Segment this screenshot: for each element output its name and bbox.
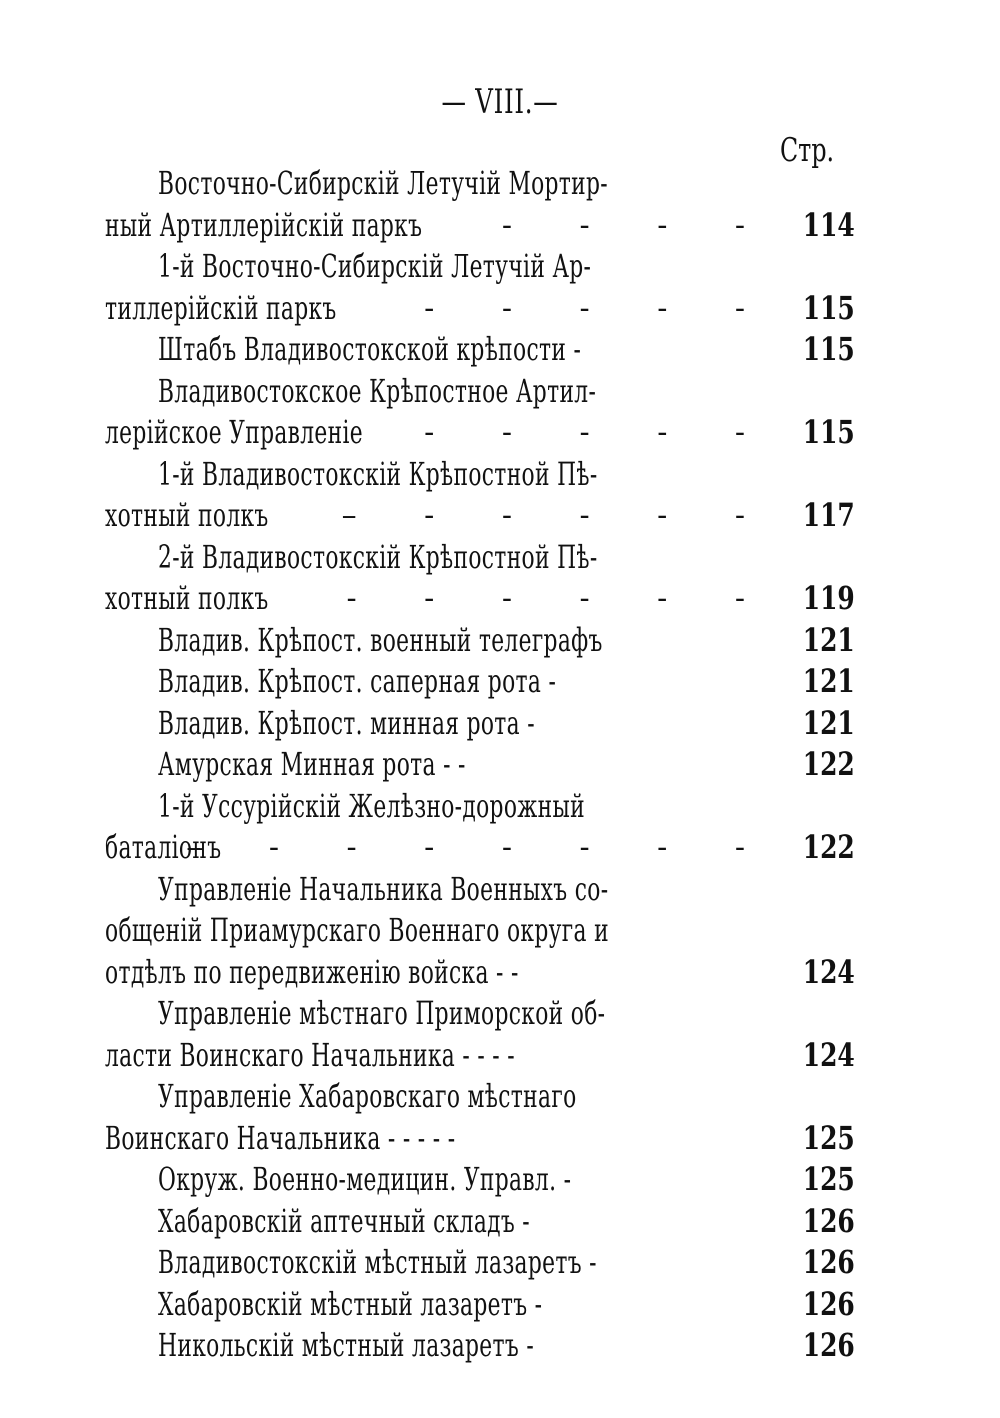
toc-entry-text: Окруж. Военно-медицин. Управл. - bbox=[158, 1160, 572, 1198]
toc-entry-line bbox=[105, 163, 865, 205]
toc-entry-text: Владивостокскій мѣстный лазаретъ - bbox=[158, 1243, 597, 1281]
toc-entry-text: 1-й Владивостокскій Крѣпостной Пѣ- bbox=[158, 454, 598, 493]
toc-entry-text: лерійское Управленіе bbox=[105, 413, 363, 451]
toc-entry-line bbox=[105, 786, 865, 828]
toc-entry-text: тиллерійскій паркъ bbox=[105, 288, 337, 327]
toc-entry-line bbox=[105, 952, 865, 994]
toc-entry-text: Восточно-Сибирскій Летучій Мортир- bbox=[158, 164, 608, 202]
toc-entry-line bbox=[105, 288, 865, 330]
toc-entry-text: Амурская Минная рота - - bbox=[158, 745, 466, 783]
toc-page-number: 126 bbox=[802, 1326, 855, 1364]
toc-page-number: 126 bbox=[802, 1201, 855, 1240]
toc-entry-text: Никольскій мѣстный лазаретъ - bbox=[158, 1326, 535, 1364]
toc-entry[interactable] bbox=[105, 537, 865, 620]
toc-entry-text: хотный полкъ bbox=[105, 496, 269, 534]
toc-entry-text: 1-й Восточно-Сибирскій Летучій Ар- bbox=[158, 247, 592, 285]
toc-entry-text: Воинскаго Начальника - - - - - bbox=[105, 1118, 456, 1157]
toc-entry-line bbox=[105, 1242, 865, 1284]
toc-entry[interactable] bbox=[105, 869, 865, 994]
toc-entry-line bbox=[105, 869, 865, 911]
toc-entry-line bbox=[105, 661, 865, 703]
toc-entry-text: Хабаровскій аптечный складъ - bbox=[158, 1201, 530, 1240]
toc-entry-line bbox=[105, 1284, 865, 1326]
toc-page-number: 124 bbox=[802, 1035, 855, 1074]
toc-entry-line bbox=[105, 1325, 865, 1367]
toc-page-number: 121 bbox=[802, 662, 855, 700]
toc-entry[interactable] bbox=[105, 1159, 865, 1201]
toc-entry-text: ный Артиллерійскій паркъ bbox=[105, 205, 423, 244]
toc-entry-line bbox=[105, 703, 865, 745]
toc-entry[interactable] bbox=[105, 1242, 865, 1284]
toc-entry-line bbox=[105, 620, 865, 662]
toc-page-number: 126 bbox=[802, 1284, 855, 1323]
toc-entry-line bbox=[105, 1159, 865, 1201]
toc-entry-text: ласти Воинскаго Начальника - - - - bbox=[105, 1035, 515, 1074]
toc-entry[interactable] bbox=[105, 703, 865, 745]
toc-leader-dashes: - - - - - bbox=[424, 415, 745, 450]
toc-entry-text: Владивостокское Крѣпостное Артил- bbox=[158, 371, 597, 410]
toc-leader-dashes: - - - - - - bbox=[346, 581, 745, 616]
toc-entry-line bbox=[105, 993, 865, 1035]
toc-entry[interactable] bbox=[105, 329, 865, 371]
toc-page-number: 115 bbox=[802, 413, 855, 451]
toc-entry-line bbox=[105, 454, 865, 496]
toc-entry-line bbox=[105, 205, 865, 247]
toc-entry-line bbox=[105, 1118, 865, 1160]
toc-entry-line bbox=[105, 537, 865, 579]
page-number-header: — VIII.— bbox=[441, 82, 559, 122]
toc-page-number: 115 bbox=[802, 330, 855, 368]
toc-entry[interactable] bbox=[105, 1201, 865, 1243]
toc-page-number: 115 bbox=[802, 288, 855, 327]
toc-entry[interactable] bbox=[105, 454, 865, 537]
toc-entry[interactable] bbox=[105, 1076, 865, 1159]
toc-entry-line bbox=[105, 827, 865, 869]
toc-page-number: 122 bbox=[802, 745, 855, 783]
toc-entry-text: Управленіе мѣстнаго Приморской об- bbox=[158, 994, 606, 1032]
toc-entry-text: 2-й Владивостокскій Крѣпостной Пѣ- bbox=[158, 537, 598, 576]
toc-entry-text: Управленіе Хабаровскаго мѣстнаго bbox=[158, 1077, 577, 1115]
toc-entry-text: общеній Приамурскаго Военнаго округа и bbox=[105, 911, 609, 949]
toc-page-number: 121 bbox=[802, 620, 855, 659]
toc-entry-line bbox=[105, 1076, 865, 1118]
toc-page-number: 125 bbox=[802, 1118, 855, 1157]
toc-entry-line bbox=[105, 1035, 865, 1077]
toc-leader-dashes: – - - - - - bbox=[341, 498, 745, 533]
toc-entry-line bbox=[105, 910, 865, 952]
toc-entry-text: 1-й Уссурійскій Желѣзно-дорожный bbox=[158, 786, 585, 825]
toc-entry-text: баталіонъ bbox=[105, 828, 222, 866]
toc-page-number: 124 bbox=[802, 952, 855, 991]
toc-entry[interactable] bbox=[105, 371, 865, 454]
toc-entry-line bbox=[105, 495, 865, 537]
toc-entry-line bbox=[105, 246, 865, 288]
toc-entry-line bbox=[105, 371, 865, 413]
toc-entry[interactable] bbox=[105, 620, 865, 662]
toc-page-number: 119 bbox=[802, 579, 855, 617]
toc-entry[interactable] bbox=[105, 246, 865, 329]
table-of-contents bbox=[105, 163, 865, 1367]
toc-page-number: 122 bbox=[802, 828, 855, 866]
toc-page-number: 114 bbox=[802, 205, 855, 244]
toc-entry[interactable] bbox=[105, 786, 865, 869]
toc-page-number: 126 bbox=[802, 1243, 855, 1281]
toc-entry-text: Управленіе Начальника Военныхъ со- bbox=[158, 869, 609, 908]
toc-entry-text: Штабъ Владивостокской крѣпости - bbox=[158, 330, 582, 368]
toc-entry[interactable] bbox=[105, 744, 865, 786]
toc-entry-line bbox=[105, 744, 865, 786]
toc-entry-text: отдѣлъ по передвиженію войска - - bbox=[105, 952, 519, 991]
toc-entry-text: Владив. Крѣпост. минная рота - bbox=[158, 703, 535, 742]
toc-entry-line bbox=[105, 578, 865, 620]
toc-entry[interactable] bbox=[105, 1325, 865, 1367]
toc-entry[interactable] bbox=[105, 661, 865, 703]
toc-entry-text: Владив. Крѣпост. военный телеграфъ bbox=[158, 620, 603, 659]
toc-entry-text: Хабаровскій мѣстный лазаретъ - bbox=[158, 1284, 543, 1323]
page-column-label: Стр. bbox=[780, 130, 835, 169]
toc-page-number: 117 bbox=[802, 496, 855, 534]
toc-entry-line bbox=[105, 1201, 865, 1243]
toc-leader-dashes: - - - - bbox=[501, 207, 745, 243]
toc-entry-text: хотный полкъ bbox=[105, 579, 269, 617]
toc-leader-dashes: - - - - - bbox=[424, 290, 745, 326]
toc-entry-text: Владив. Крѣпост. саперная рота - bbox=[158, 662, 557, 700]
toc-entry[interactable] bbox=[105, 993, 865, 1076]
toc-entry-line bbox=[105, 412, 865, 454]
toc-entry-line bbox=[105, 329, 865, 371]
toc-entry[interactable] bbox=[105, 1284, 865, 1326]
toc-page-number: 121 bbox=[802, 703, 855, 742]
toc-leader-dashes: – - - - - - - - bbox=[186, 830, 745, 865]
toc-entry[interactable] bbox=[105, 163, 865, 246]
toc-page-number: 125 bbox=[802, 1160, 855, 1198]
